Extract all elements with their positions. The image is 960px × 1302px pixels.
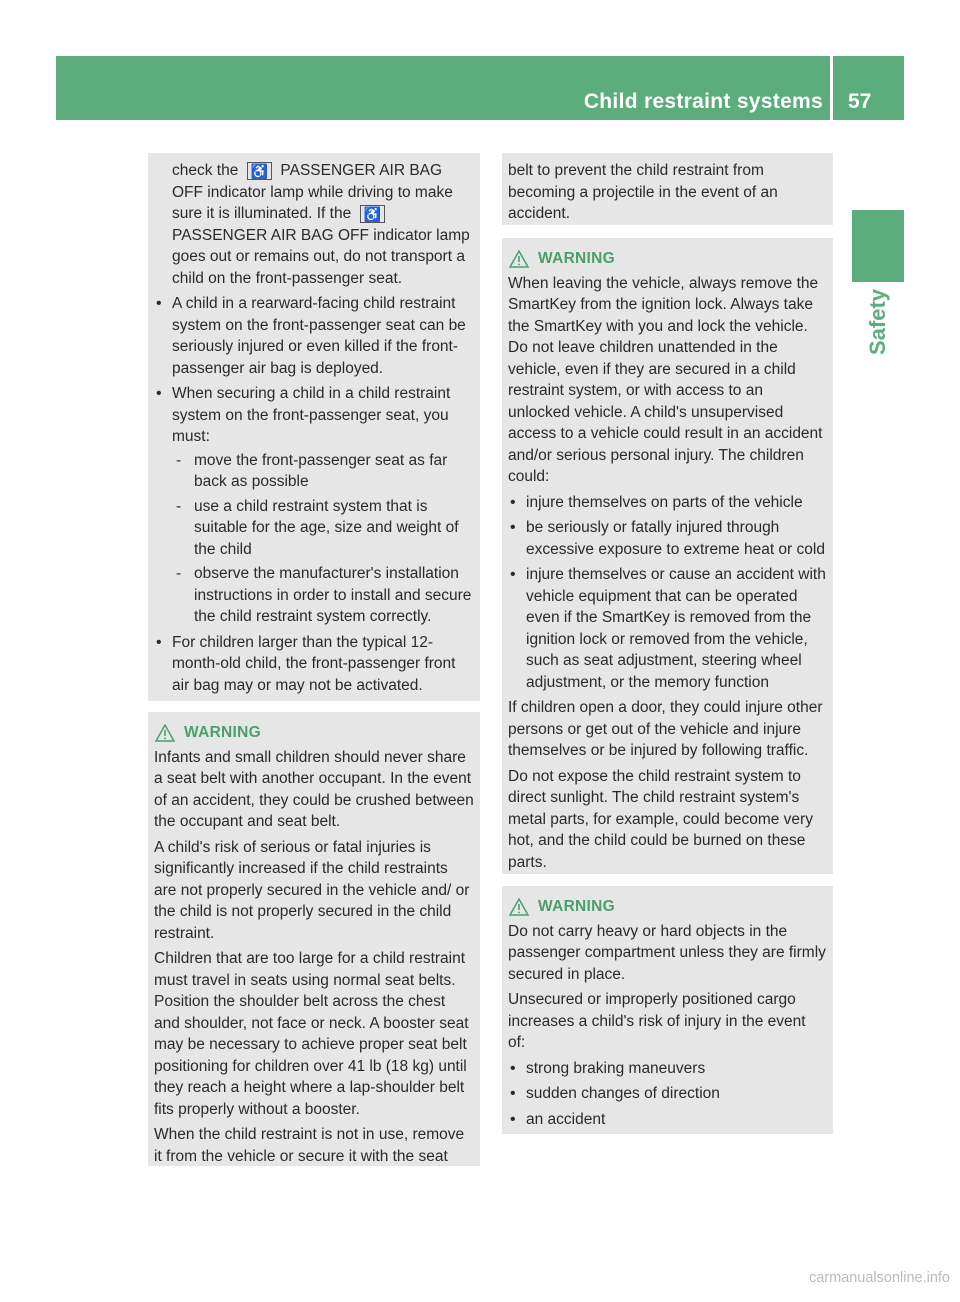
warning-paragraph: Do not expose the child restraint system to direct sunlight. The child restraint system's metal parts, for example, could become very hot, and the child could be burned on these parts. [508,767,813,871]
left-warning-box [148,712,480,1166]
list-item: • injure themselves or cause an accident with vehicle equipment that can be operated even if the SmartKey is removed from the ignition lock or removed from the vehicle, such as seat adjustment, steering wheel adjustment, or the memory function [508,564,827,693]
warning-paragraph: When the child restraint is not in use, remove it from the vehicle or secure it with the seat [154,1126,465,1165]
list-item: • sudden changes of direction [508,1083,827,1105]
warning-paragraph: Infants and small children should never share a seat belt with another occupant. In the event of an accident, they could be crushed between the occupant and seat belt. [154,748,474,830]
list-item [154,383,474,628]
warning-paragraph: If children open a door, they could injure other persons or get out of the vehicle and injure themselves or be injured by following traffic. [508,699,823,759]
section-tab-label: Safety [865,288,890,356]
right-info-box [502,153,833,225]
list-item: • A child in a rearward-facing child restraint system on the front-passenger seat can be seriously injured or even killed if the front-passenger air bag is deployed. [154,293,474,379]
bullet-list [508,492,827,694]
sub-list-item: - observe the manufacturer's installation instructions in order to install and secure the child restraint system correctly. [172,563,474,628]
intro-text-middle: PASSENGER AIR BAG OFF indicator lamp while driving to make sure it is illuminated. If the [172,162,453,222]
section-tab-marker [852,210,904,282]
bullet-list [508,1058,827,1131]
header-divider [830,56,833,120]
warning-heading [508,896,827,918]
page-title: Child restraint systems [583,90,823,113]
list-item: • For children larger than the typical 12-month-old child, the front-passenger front air bag may or may not be activated. [154,632,474,697]
passenger-airbag-off-icon: ♿ [247,162,272,180]
right-warning-box-1 [502,238,833,874]
warning-label: WARNING [184,724,262,741]
page-number: 57 [848,90,872,113]
warning-label: WARNING [538,898,616,915]
intro-text-end: PASSENGER AIR BAG OFF indicator lamp goes out or remains out, do not transport a child on the front-passenger seat. [172,226,470,287]
warning-paragraph: Unsecured or improperly positioned cargo increases a child's risk of injury in the event of: [508,991,806,1051]
list-item: • injure themselves on parts of the vehicle [508,492,827,514]
list-item: • an accident [508,1109,827,1131]
warning-triangle-icon [154,723,176,743]
list-item-text: When securing a child in a child restraint system on the front-passenger seat, you must: [172,385,451,445]
warning-triangle-icon [508,897,530,917]
warning-paragraph: Do not carry heavy or hard objects in the passenger compartment unless they are firmly secured in place. [508,922,826,983]
sub-list-item: - use a child restraint system that is suitable for the age, size and weight of the child [172,496,474,561]
warning-heading [154,722,474,744]
right-warning-box-2 [502,886,833,1134]
warning-label: WARNING [538,250,616,267]
warning-paragraph: A child's risk of serious or fatal injuries is significantly increased if the child restraints are not properly secured in the vehicle and/ or the child is not properly secured in the child restraint. [154,838,470,942]
warning-triangle-icon [508,249,530,269]
sub-list-item: - move the front-passenger seat as far back as possible [172,450,474,493]
info-paragraph: belt to prevent the child restraint from becoming a projectile in the event of an accident. [508,162,778,222]
bullet-list [154,293,474,696]
list-item: • be seriously or fatally injured through excessive exposure to extreme heat or cold [508,517,827,560]
warning-heading [508,248,827,270]
warning-paragraph: When leaving the vehicle, always remove the SmartKey from the ignition lock. Always take the SmartKey with you and lock the vehicle. Do not leave children unattended in the vehicle, even if they are secured in a child restraint system, or with access to an unlocked vehicle. A child's unsupervised access to a vehicle could result in an accident and/or serious personal injury. The children could: [508,274,823,485]
warning-paragraph: Children that are too large for a child restraint must travel in seats using normal seat belts. Position the shoulder belt across the chest and shoulder, not face or neck. A booster seat may be necessary to achieve proper seat belt positioning for children over 41 lb (18 kg) until they reach a height where a lap-shoulder belt fits properly without a booster. [154,950,469,1118]
list-item: • strong braking maneuvers [508,1058,827,1080]
intro-text [154,160,474,289]
left-info-box [148,153,480,701]
intro-text-start: check the [172,162,239,179]
watermark-text: carmanualsonline.info [808,1270,950,1286]
sub-list [172,450,474,628]
passenger-airbag-off-icon: ♿ [360,205,385,223]
